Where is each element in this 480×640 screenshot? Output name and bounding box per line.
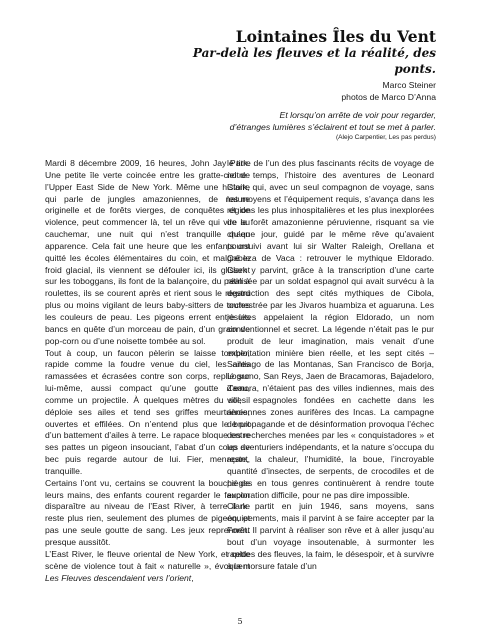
byline <box>200 79 436 103</box>
body-paragraph <box>45 549 250 585</box>
epigraph-line: Et lorsqu’on arrête de voir pour regarder, <box>279 110 436 120</box>
body-paragraph: Tout à coup, un faucon pèlerin se laisse tomber, rapide comme la foudre venue du ciel, les ailes ramassées et écrasées contre son corps, replié sur lui-même, aussi compact qu’une goutte d’eau, comme un projectile. À quelques mètres du sol, il déploie ses ailes et tend ses griffes meurtrières, ouvertes et effilées. On n’entend plus que le bruit d’un battement d’ailes à terre. Le rapace bloque entre ses pattes un pigeon insouciant, l’abat d’un coup de bec puis regarde autour de lui. Fier, menaçant, tranquille. <box>45 347 250 476</box>
author-name: Marco Steiner <box>382 80 436 90</box>
body-text: L’East River, le fleuve oriental de New York, et cette scène de violence tout à fait « naturelle », évoquent <box>45 548 250 571</box>
epigraph-source: (Alejo Carpentier, Les pas perdus) <box>335 134 436 141</box>
body-text: , <box>191 572 194 583</box>
body-paragraph: Clark partit en juin 1946, sans moyens, sans équipements, mais il parvint à se faire accepter par la Forêt. Il parvint à réaliser son rêve et à aller jusqu’au bout d’un voyage insoutenable, à surmonter les rapides des fleuves, la faim, le désespoir, et à survivre à la morsure fatale d’un <box>227 501 434 571</box>
photo-credit: photos de Marco D’Anna <box>341 92 436 102</box>
epigraph-line: d’étranges lumières s’éclairent et tout se met à parler. <box>229 122 436 132</box>
body-paragraph: le titre de l’un des plus fascinants récits de voyage de notre temps, l’histoire des aventures de Leonard Clark, qui, avec un seul compagnon de voyage, sans les moyens et l’équipement requis, s’avança dans les régions les plus inhospitalières et les plus inexplorées de la forêt amazonienne péruvienne, risquant sa vie chaque jour, guidé par le même rêve qu’avaient poursuivi avant lui sir Walter Raleigh, Orellana et Cabeza de Vaca : retrouver le mythique Eldorado. Clark y parvint, grâce à la transcription d’une carte réalisée par un soldat espagnol qui avait survécu à la destruction des sept cités mythiques de Cibola, orchestrée par les Jivaros huambiza et aguaruna. Les jésuites appelaient la région Eldorado, un nom conventionnel et secret. La légende n’était pas le pur produit de leur imagination, mais venait d’une exploitation minière bien réelle, et les sept cités – Santiago de las Montanas, San Francisco de Borja, Logrono, San Reys, Jaen de Bracamoras, Bajadeloro, Zamora, n’étaient pas des villes indiennes, mais des villes espagnoles fondées en cachette dans les anciennes zones aurifères des Incas. La campagne de propagande et de désinformation provoqua l’échec des recherches menées par les « conquistadores » et les aventuriers indépendants, et la nature s’occupa du reste, la chaleur, l’humidité, la boue, l’incroyable quantité d’insectes, de serpents, de crocodiles et de pièges en tous genres continuèrent à rendre toute exploration difficile, pour ne pas dire impossible. <box>227 158 434 500</box>
body-paragraph: Mardi 8 décembre 2009, 16 heures, John Jay Park. Une petite île verte coincée entre les gratte-ciel de l’Upper East Side de New York. Même une histoire qui parle de jungles amazoniennes, de nature originelle et de forêts vierges, de conquêtes et de violence, peut commencer là, tel un rêve qui vire au cauchemar, une nuit qui n’est tranquille qu’en apparence. Cela fait une heure que les enfants ont quitté les écoles élémentaires du coin, et malgré le froid glacial, ils viennent se défouler ici, ils glissent sur les toboggans, ils font de la balançoire, du patin à roulettes, ils se courent après et rient sous le regard plus ou moins vigilant de leurs baby-sitters de toutes les couleurs de peau. Les pigeons errent entre les bancs en quête d’un morceau de pain, d’un grain de pop-corn ou d’une noisette tombée au sol. <box>45 158 250 346</box>
book-title: Les Fleuves descendaient vers l’orient <box>45 572 192 583</box>
body-paragraph: Certains l’ont vu, certains se couvrent la bouche de leurs mains, des enfants courent regarder le faucon disparaître au niveau de l’East River, à terre il ne reste plus rien, seulement des plumes de pigeon, et pas une seule goutte de sang. Les jeux reprennent presque aussitôt. <box>45 477 250 547</box>
right-text-column <box>227 158 434 573</box>
article-subtitle: Par-delà les fleuves et la réalité, des ponts. <box>192 46 436 76</box>
article-title: Lointaines Îles du Vent <box>235 27 436 46</box>
epigraph <box>150 109 436 143</box>
left-text-column <box>45 158 250 584</box>
page-number: 5 <box>237 617 243 626</box>
